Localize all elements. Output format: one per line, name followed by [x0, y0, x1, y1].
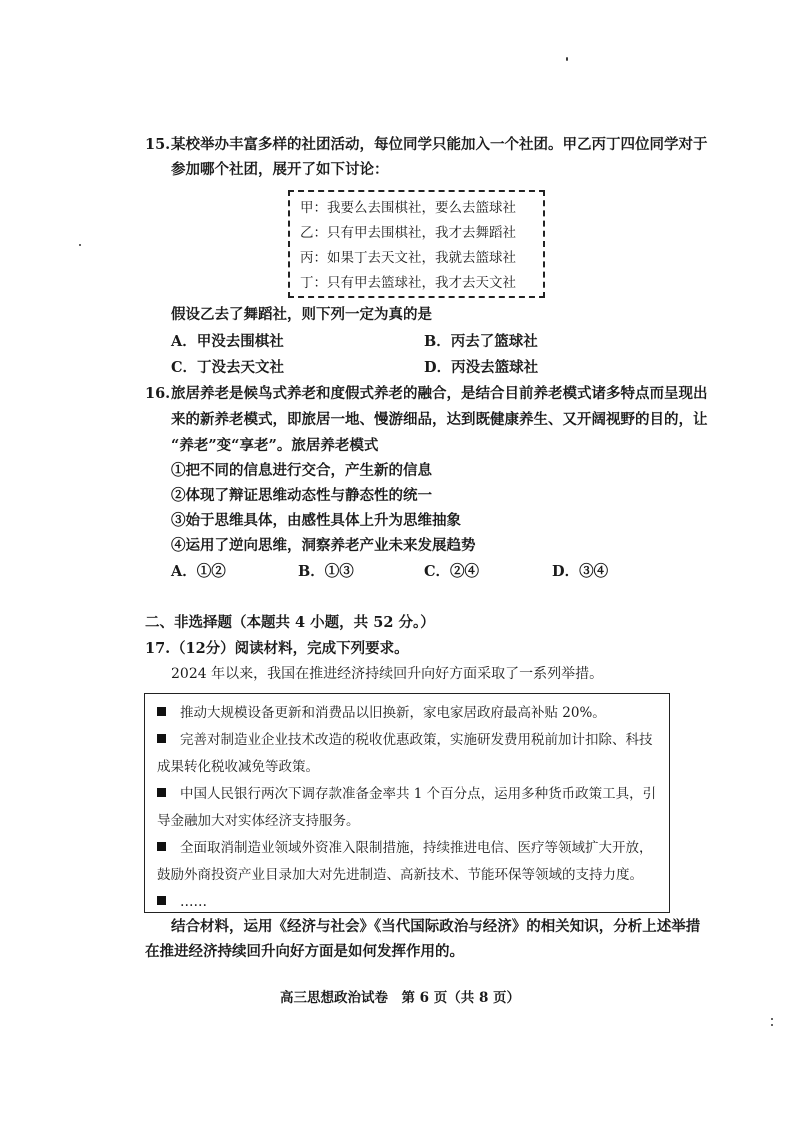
- scan-speck: [771, 1018, 773, 1020]
- q16-option-b[interactable]: B．①③: [298, 563, 354, 580]
- q16-option-a[interactable]: A．①②: [171, 563, 226, 580]
- q17-task-line1: 结合材料，运用《经济与社会》《当代国际政治与经济》的相关知识，分析上述举措: [171, 918, 701, 935]
- dialog-line-jia: 甲：我要么去围棋社，要么去篮球社: [300, 200, 516, 216]
- scan-speck: [771, 1024, 773, 1026]
- bullet-square-icon: [157, 788, 166, 797]
- q17-header-line: 17.（12分）阅读材料，完成下列要求。: [145, 640, 409, 657]
- q16-statement-4: ④运用了逆向思维，洞察养老产业未来发展趋势: [171, 537, 476, 554]
- q16-option-d[interactable]: D．③④: [552, 563, 609, 580]
- q16-statement-2: ②体现了辩证思维动态性与静态性的统一: [171, 487, 432, 504]
- q15-stem-line2: 参加哪个社团，展开了如下讨论：: [171, 161, 389, 178]
- measure-3: 中国人民银行两次下调存款准备金率共 1 个百分点，运用多种货币政策工具，引: [157, 781, 661, 808]
- bullet-square-icon: [157, 734, 166, 743]
- measure-1: 推动大规模设备更新和消费品以旧换新，家电家居政府最高补贴 20%。: [157, 700, 661, 727]
- q15-option-c[interactable]: C．丁没去天文社: [171, 359, 285, 376]
- q16-stem-line1: 16.旅居养老是候鸟式养老和度假式养老的融合，是结合目前养老模式诸多特点而呈现出: [145, 385, 708, 402]
- page-footer: 高三思想政治试卷 第 6 页（共 8 页）: [279, 990, 521, 1006]
- q17-task-line2: 在推进经济持续回升向好方面是如何发挥作用的。: [145, 943, 464, 960]
- q15-option-a[interactable]: A．甲没去围棋社: [171, 333, 284, 350]
- q16-statement-1: ①把不同的信息进行交合，产生新的信息: [171, 462, 432, 479]
- section2-heading: 二、非选择题（本题共 4 小题，共 52 分。）: [145, 614, 435, 631]
- q15-dialog-box: [288, 190, 545, 298]
- q16-statement-3: ③始于思维具体，由感性具体上升为思维抽象: [171, 512, 461, 529]
- q15-stem-line1: 15.某校举办丰富多样的社团活动，每位同学只能加入一个社团。甲乙丙丁四位同学对于: [145, 136, 708, 153]
- measure-2: 完善对制造业企业技术改造的税收优惠政策，实施研发费用税前加计扣除、科技: [157, 727, 661, 754]
- q16-stem-line3: “养老”变“享老”。旅居养老模式: [171, 437, 379, 454]
- dialog-line-yi: 乙：只有甲去围棋社，我才去舞蹈社: [300, 225, 516, 241]
- scan-speck: [566, 57, 568, 61]
- q16-stem-line2: 来的新养老模式，即旅居一地、慢游细品，达到既健康养生、又开阔视野的目的，让: [171, 411, 708, 428]
- q15-option-d[interactable]: D．丙没去篮球社: [424, 359, 539, 376]
- q17-intro: 2024 年以来，我国在推进经济持续回升向好方面采取了一系列举措。: [171, 666, 604, 682]
- measure-4-cont: 鼓励外商投资产业目录加大对先进制造、高新技术、节能环保等领域的支持力度。: [157, 867, 643, 883]
- q16-option-c[interactable]: C．②④: [424, 563, 480, 580]
- q15-option-b[interactable]: B．丙去了篮球社: [424, 333, 538, 350]
- q17-measures-box: [144, 693, 670, 913]
- q16-number: 16.: [145, 385, 171, 402]
- scan-speck: [79, 244, 81, 246]
- measure-2-cont: 成果转化税收减免等政策。: [157, 759, 319, 775]
- q15-number: 15.: [145, 136, 171, 153]
- dialog-line-bing: 丙：如果丁去天文社，我就去篮球社: [300, 250, 516, 266]
- q15-question: 假设乙去了舞蹈社，则下列一定为真的是: [171, 306, 432, 323]
- measure-3-cont: 导金融加大对实体经济支持服务。: [157, 813, 360, 829]
- measure-4: 全面取消制造业领域外资准入限制措施，持续推进电信、医疗等领域扩大开放，: [157, 835, 661, 862]
- bullet-square-icon: [157, 896, 166, 905]
- dialog-line-ding: 丁：只有甲去篮球社，我才去天文社: [300, 275, 516, 291]
- bullet-square-icon: [157, 842, 166, 851]
- measure-5: ……: [157, 889, 661, 916]
- q17-number: 17.: [145, 640, 171, 657]
- bullet-square-icon: [157, 707, 166, 716]
